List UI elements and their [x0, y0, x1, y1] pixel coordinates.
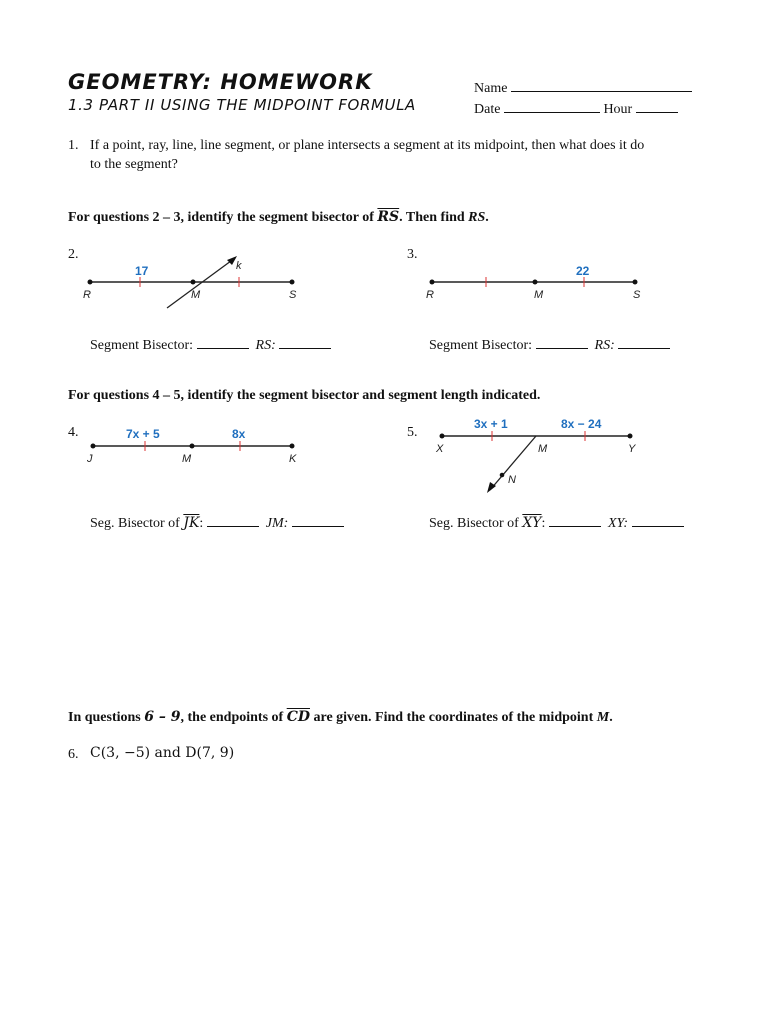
q2-diagram [75, 248, 305, 318]
date-blank [504, 98, 600, 113]
q3-label-s: S [633, 289, 641, 301]
section-2-3-middle: . Then find [399, 210, 469, 225]
q2-label-m: M [191, 289, 201, 301]
segment-cd: $\overline{CD}$ [286, 709, 310, 725]
q3-point-r [430, 280, 435, 285]
q4-label-k: K [289, 453, 297, 465]
name-label: Name [474, 81, 508, 96]
q4-point-m [190, 444, 195, 449]
q4-point-j [91, 444, 96, 449]
q2-line-k [167, 258, 235, 308]
name-field [474, 77, 692, 97]
q2-bisector-label: Segment Bisector: [90, 338, 194, 353]
q5-left-expr: 3x + 1 [474, 417, 508, 431]
q4-right-expr: 8x [232, 427, 246, 441]
q4-point-k [290, 444, 295, 449]
q2-point-r [88, 280, 93, 285]
q3-diagram [420, 258, 650, 308]
q2-answer-line [90, 334, 331, 355]
q5-xy-label: XY: [607, 516, 629, 531]
segment-rs: $\overline{RS}$ [377, 209, 400, 225]
q2-point-m [191, 280, 196, 285]
q6-number: 6. [68, 747, 79, 762]
midpoint-m: M [596, 710, 610, 725]
q3-point-m [533, 280, 538, 285]
q2-rs-blank [279, 334, 331, 349]
section-6-9-middle: , the endpoints of [180, 710, 287, 725]
section-2-3-heading [68, 208, 489, 227]
q3-rs-blank [618, 334, 670, 349]
q5-number: 5. [407, 425, 418, 440]
q3-label-r: R [426, 289, 434, 301]
q3-length-label: 22 [576, 264, 590, 278]
section-2-3-prefix: For questions 2 – 3, identify the segment bisector of [68, 210, 378, 225]
worksheet-subtitle: 1.3 PART II USING THE MIDPOINT FORMULA [68, 96, 416, 114]
segment-jk: $\overline{JK}$ [183, 515, 200, 531]
q5-label-y: Y [628, 443, 636, 455]
q3-label-m: M [534, 289, 544, 301]
q5-label-n: N [508, 474, 516, 486]
q2-label-r: R [83, 289, 91, 301]
q5-point-y [628, 434, 633, 439]
q5-point-n [500, 473, 505, 478]
q5-answer-line: Seg. Bisector of $\overline{XY}$: XY: [429, 512, 684, 533]
section-6-9-heading [68, 708, 613, 727]
q3-point-s [633, 280, 638, 285]
q3-number: 3. [407, 247, 418, 262]
q5-bisector-blank [549, 512, 601, 527]
q5-bisector-prefix: Seg. Bisector of [429, 516, 523, 531]
q4-number: 4. [68, 425, 79, 440]
hour-label: Hour [603, 102, 633, 117]
section-6-9-range: 6 – 9 [144, 709, 181, 725]
section-6-9-prefix: In questions [68, 710, 145, 725]
date-label: Date [474, 102, 501, 117]
q4-label-j: J [87, 453, 93, 465]
date-hour-field [474, 98, 678, 118]
q5-point-x [440, 434, 445, 439]
name-blank [511, 77, 692, 92]
q2-point-s [290, 280, 295, 285]
segment-xy: $\overline{XY}$ [522, 515, 542, 531]
q5-xy-blank [632, 512, 684, 527]
worksheet-title: GEOMETRY: HOMEWORK [68, 70, 373, 94]
q5-diagram [430, 413, 650, 498]
q1-text-line1: If a point, ray, line, line segment, or plane intersects a segment at its midpoint, then what does it do [90, 138, 645, 153]
q2-rs-label: RS: [255, 338, 276, 353]
q4-answer-line: Seg. Bisector of $\overline{JK}$: JM: [90, 512, 344, 533]
q4-diagram [80, 422, 310, 472]
q3-answer-line [429, 334, 670, 355]
q2-number: 2. [68, 247, 79, 262]
q4-jm-label: JM: [265, 516, 289, 531]
q2-label-k: k [236, 260, 242, 272]
q3-bisector-blank [536, 334, 588, 349]
q4-jm-blank [292, 512, 344, 527]
q2-bisector-blank [197, 334, 249, 349]
section-6-9-period: . [609, 710, 613, 725]
q3-bisector-label: Segment Bisector: [429, 338, 533, 353]
q4-bisector-prefix: Seg. Bisector of [90, 516, 184, 531]
q4-bisector-blank [207, 512, 259, 527]
q4-left-expr: 7x + 5 [126, 427, 160, 441]
hour-blank [636, 98, 678, 113]
q2-label-s: S [289, 289, 297, 301]
q3-rs-label: RS: [594, 338, 615, 353]
section-6-9-end: are given. Find the coordinates of the midpoint [309, 710, 597, 725]
q1-number: 1. [68, 138, 79, 153]
q2-length-label: 17 [135, 264, 149, 278]
q5-right-expr: 8x − 24 [561, 417, 602, 431]
q5-label-m: M [538, 443, 548, 455]
section-2-3-end: . [485, 210, 489, 225]
q6-text: C(3, −5) and D(7, 9) [90, 745, 235, 761]
q1-text-line2: to the segment? [90, 157, 178, 172]
q5-label-x: X [436, 443, 444, 455]
segment-rs-2: RS [468, 210, 486, 225]
q4-label-m: M [182, 453, 192, 465]
section-4-5-heading: For questions 4 – 5, identify the segment bisector and segment length indicated. [68, 388, 541, 403]
